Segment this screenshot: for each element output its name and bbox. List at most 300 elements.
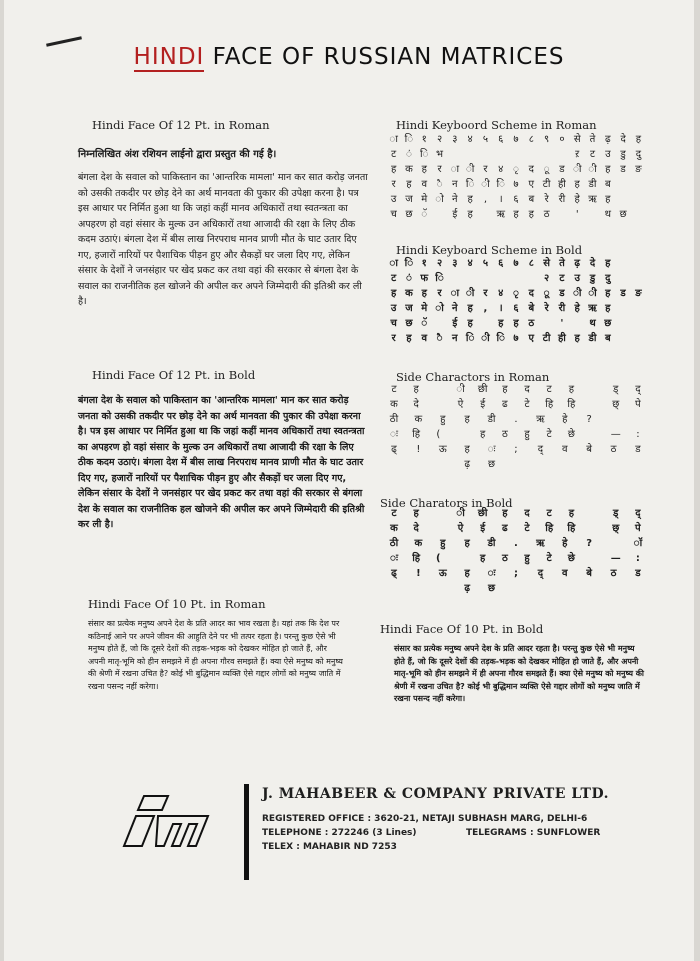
side-roman-glyph	[410, 457, 426, 472]
side-roman-glyph	[606, 412, 622, 427]
keyboard-bold-glyph: फ	[420, 273, 429, 284]
side-bold-glyph: ठी	[389, 538, 399, 549]
side-roman-glyph: हु	[524, 429, 530, 440]
keyboard-roman-row	[386, 147, 646, 162]
side-roman-row	[386, 412, 646, 427]
section-heading: Hindi Face Of 10 Pt. in Roman	[88, 597, 266, 611]
keyboard-roman-glyph	[554, 147, 569, 162]
keyboard-bold-glyph: ७	[513, 333, 519, 344]
side-roman-glyph: ड्	[613, 384, 619, 395]
keyboard-roman-glyph	[615, 177, 630, 192]
keyboard-roman-glyph: ै	[436, 179, 443, 190]
side-bold-glyph	[586, 521, 602, 536]
side-roman-glyph: ऊ	[438, 444, 447, 455]
side-roman-glyph: छी	[477, 384, 488, 395]
keyboard-bold-glyph: उ	[574, 273, 580, 284]
side-bold-glyph: डी	[487, 538, 496, 549]
jm-logo-icon	[114, 788, 214, 858]
side-bold-glyph	[532, 581, 548, 596]
keyboard-bold-glyph: ह	[406, 333, 412, 344]
side-bold-glyph	[386, 581, 402, 596]
side-bold-glyph: ॉ	[633, 538, 643, 549]
side-roman-glyph: ह	[413, 384, 419, 395]
keyboard-bold-glyph	[493, 271, 508, 286]
side-bold-glyph: टे	[524, 523, 530, 534]
keyboard-bold-glyph: च	[390, 318, 397, 329]
side-roman-glyph: ?	[586, 414, 592, 425]
side-bold-glyph: ह	[464, 538, 470, 549]
keyboard-bold-glyph	[631, 271, 646, 286]
keyboard-roman-glyph: ि	[404, 134, 414, 145]
keyboard-bold-glyph: ा	[389, 258, 398, 269]
keyboard-bold-row	[386, 331, 646, 346]
keyboard-roman-glyph	[447, 147, 462, 162]
side-bold-glyph: हि	[567, 523, 576, 534]
side-roman-row	[386, 457, 646, 472]
keyboard-roman-glyph: ह	[406, 179, 412, 190]
side-bold-glyph: द्	[635, 508, 641, 519]
keyboard-bold-glyph: ृ	[513, 288, 519, 299]
keyboard-roman-glyph: ह	[513, 209, 519, 220]
keyboard-roman-glyph	[631, 192, 646, 207]
side-roman-glyph	[453, 427, 469, 442]
side-bold-glyph: छी	[477, 508, 488, 519]
keyboard-bold-glyph: ि	[465, 333, 475, 344]
side-roman-row	[386, 442, 646, 457]
keyboard-bold-glyph: ।	[498, 303, 503, 314]
side-bold-glyph	[435, 581, 451, 596]
side-bold-glyph: ई	[480, 523, 486, 534]
section-heading: Hindi Keyboord Scheme in Roman	[396, 118, 597, 132]
side-bold-glyph: (	[436, 553, 441, 564]
keyboard-bold-glyph: र	[483, 288, 488, 299]
keyboard-roman-glyph: ८	[528, 134, 534, 145]
keyboard-bold-glyph	[432, 316, 447, 331]
side-bold-glyph: ी	[456, 508, 465, 519]
keyboard-roman-glyph: ज	[405, 194, 413, 205]
keyboard-roman-glyph: ॅ	[421, 209, 428, 220]
keyboard-roman-glyph	[631, 207, 646, 222]
side-roman-row	[386, 397, 646, 412]
side-bold-glyph	[410, 581, 426, 596]
side-bold-glyph	[606, 581, 622, 596]
keyboard-bold-glyph: दु	[605, 273, 611, 284]
keyboard-roman-glyph	[493, 147, 508, 162]
keyboard-bold-glyph: ी	[572, 288, 582, 299]
side-roman-glyph: ढ	[502, 399, 508, 410]
keyboard-bold-glyph: ह	[605, 303, 611, 314]
keyboard-bold-glyph: ा	[450, 288, 460, 299]
keyboard-bold-glyph: ४	[498, 288, 504, 299]
keyboard-roman-glyph: उ	[605, 149, 611, 160]
telegrams: TELEGRAMS : SUNFLOWER	[466, 828, 601, 838]
keyboard-roman	[386, 132, 646, 222]
paragraph-10pt-roman: संसार का प्रत्येक मनुष्य अपने देश के प्रति आदर का भाव रखता है। यहां तक कि देश पर कठिनाई आने पर अपने जीवन की आहुति देने पर भी तत्पर रहता है। परन्तु कुछ ऐसे भी मनुष्य होते हैं, जो कि दूसरे देशों की तड़क-भड़क को देखकर मोहित हो जाते हैं, और अपनी मातृ-भूमि को हीन समझने में ही अपना गौरव समझते हैं। क्या ऐसे मनुष्य को मनुष्य की श्रेणी में रखना उचित है? कोई भी बुद्धिमान व्यक्ति ऐसे गद्दार लोगों को मनुष्य जाति में रखना पसन्द नहीं करेगा।	[88, 619, 343, 691]
telex: TELEX : MAHABIR ND 7253	[262, 842, 397, 852]
side-roman-glyph: क	[414, 414, 423, 425]
keyboard-roman-glyph: दे	[620, 134, 626, 145]
keyboard-roman-glyph: ी	[572, 164, 582, 175]
side-roman-glyph	[386, 457, 402, 472]
side-roman-glyph: छ	[488, 459, 496, 470]
footer-divider	[244, 784, 249, 880]
side-bold-glyph: व	[561, 568, 568, 579]
side-bold-glyph	[430, 521, 446, 536]
side-bold-glyph: क	[390, 523, 398, 534]
paragraph-10pt-bold: संसार का प्रत्येक मनुष्य अपने देश के प्रति आदर रहता है। परन्तु कुछ ऐसे भी मनुष्य होते हैं, जो कि दूसरे देशों की तड़क-भड़क को देखकर मोहित हो जाते हैं, और अपनी मातृ-भूमि को हीन समझने में ही अपना गौरव समझते हैं। क्या ऐसे मनुष्य को मनुष्य की श्रेणी में रखना उचित है? कोई भी बुद्धिमान व्यक्ति ऐसे गद्दार लोगों को मनुष्य जाति में रखना पसन्द नहीं करेगा।	[394, 644, 644, 703]
side-bold-row	[386, 566, 646, 581]
keyboard-roman-glyph: र	[391, 179, 396, 190]
keyboard-bold-glyph: ह	[605, 288, 611, 299]
keyboard-roman-row	[386, 192, 646, 207]
side-bold-glyph: क	[414, 538, 423, 549]
side-bold-row	[386, 506, 646, 521]
keyboard-bold-glyph: ङ	[635, 288, 642, 299]
side-bold-glyph: :	[635, 553, 640, 564]
keyboard-bold-glyph	[631, 316, 646, 331]
side-roman-glyph: ह	[568, 384, 575, 395]
keyboard-roman-glyph: ई	[452, 209, 458, 220]
keyboard-bold-glyph: न	[452, 333, 458, 344]
keyboard-bold-glyph	[508, 271, 523, 286]
side-bold-glyph: ह	[464, 568, 470, 579]
keyboard-bold-glyph: ट	[391, 273, 397, 284]
side-bold-glyph: द	[524, 508, 530, 519]
side-bold-glyph	[606, 536, 622, 551]
keyboard-bold-glyph	[615, 331, 630, 346]
side-roman-glyph: डी	[487, 414, 496, 425]
side-bold-glyph: ऐ	[457, 523, 464, 534]
side-bold-glyph: ह	[502, 508, 508, 519]
side-roman-glyph	[508, 457, 524, 472]
side-roman-glyph	[557, 457, 573, 472]
side-bold-glyph: ऊ	[438, 568, 447, 579]
keyboard-roman-glyph: ढ़	[604, 134, 611, 145]
keyboard-roman-glyph: ा	[389, 134, 398, 145]
keyboard-bold-glyph: ६	[498, 258, 504, 269]
side-roman-glyph	[586, 397, 602, 412]
side-roman-glyph: द्	[537, 444, 543, 455]
keyboard-roman-glyph: २	[436, 134, 443, 145]
keyboard-roman-glyph: ी	[588, 164, 597, 175]
keyboard-roman-glyph: र	[483, 164, 488, 175]
keyboard-roman-glyph: डु	[620, 149, 626, 160]
side-roman-glyph: दे	[413, 399, 419, 410]
side-bold-glyph: हि	[545, 523, 554, 534]
keyboard-bold-glyph: ह	[498, 318, 504, 329]
keyboard-roman-glyph: ह	[528, 209, 534, 220]
keyboard-roman-glyph: ७	[513, 134, 519, 145]
keyboard-roman-glyph: क	[405, 164, 413, 175]
keyboard-roman-glyph	[554, 207, 569, 222]
side-bold-glyph	[453, 551, 469, 566]
side-roman-glyph: ी	[456, 384, 465, 395]
side-bold-glyph	[581, 581, 597, 596]
keyboard-roman-glyph: ठ	[543, 209, 550, 220]
keyboard-bold-glyph: ड	[620, 288, 626, 299]
keyboard-roman-glyph: च	[390, 209, 397, 220]
keyboard-roman-glyph: ङ	[635, 164, 642, 175]
side-roman-glyph: ह	[464, 414, 470, 425]
keyboard-bold-glyph: ६	[513, 303, 519, 314]
keyboard-roman-glyph: ह	[421, 164, 427, 175]
keyboard-bold-glyph: ७	[513, 258, 519, 269]
side-bold-glyph	[630, 581, 646, 596]
company-name: J. MAHABEER & COMPANY PRIVATE LTD.	[262, 786, 609, 802]
keyboard-bold-glyph: ी	[465, 288, 475, 299]
section-heading: Hindi Keyboard Scheme in Bold	[396, 243, 583, 257]
side-characters-bold	[386, 506, 646, 596]
keyboard-roman-glyph: ि	[419, 149, 429, 160]
side-roman-glyph: (	[436, 429, 441, 440]
keyboard-bold-glyph: र	[437, 288, 442, 299]
keyboard-bold-glyph: र	[391, 333, 396, 344]
keyboard-roman-glyph	[585, 207, 600, 222]
side-roman-glyph: द्	[635, 384, 641, 395]
keyboard-bold-glyph: ि	[496, 333, 505, 344]
side-roman-glyph: ऋ	[536, 414, 545, 425]
keyboard-roman-glyph	[432, 207, 447, 222]
keyboard-bold-glyph: छ	[604, 318, 612, 329]
keyboard-bold-glyph: ब	[604, 333, 611, 344]
keyboard-roman-glyph: ड	[559, 164, 565, 175]
keyboard-roman-glyph: ह	[467, 209, 473, 220]
keyboard-roman-glyph: रे	[544, 194, 549, 205]
keyboard-roman-glyph: ू	[543, 164, 550, 175]
side-roman-glyph: ः	[487, 444, 496, 455]
keyboard-roman-row	[386, 132, 646, 147]
side-bold-glyph: पे	[635, 523, 641, 534]
keyboard-roman-glyph: हे	[574, 194, 580, 205]
keyboard-bold-glyph: ै	[436, 333, 443, 344]
side-bold-glyph: ड	[635, 568, 641, 579]
side-roman-glyph: ठी	[389, 414, 399, 425]
keyboard-bold-glyph: क	[405, 288, 413, 299]
keyboard-bold-glyph: '	[560, 318, 564, 329]
side-bold-glyph: छ्	[612, 523, 620, 534]
keyboard-roman-glyph: ह	[574, 179, 580, 190]
keyboard-bold-glyph: ते	[559, 258, 565, 269]
side-roman-glyph: हि	[412, 429, 421, 440]
keyboard-bold-glyph: टी	[542, 333, 551, 344]
side-bold-glyph: ठ	[501, 553, 508, 564]
side-bold-glyph: ढ़	[464, 583, 470, 594]
keyboard-bold-row	[386, 271, 646, 286]
keyboard-bold-glyph	[478, 271, 493, 286]
keyboard-bold-glyph: ी	[481, 333, 490, 344]
keyboard-roman-glyph: ं	[405, 149, 412, 160]
keyboard-bold-glyph: ज	[405, 303, 413, 314]
side-roman-glyph: छे	[567, 429, 575, 440]
keyboard-roman-glyph: ब	[528, 194, 535, 205]
side-roman-glyph	[581, 457, 597, 472]
keyboard-bold-glyph: हे	[574, 303, 580, 314]
keyboard-bold-row	[386, 301, 646, 316]
keyboard-roman-glyph	[478, 147, 493, 162]
keyboard-bold-glyph	[615, 256, 630, 271]
keyboard-roman-glyph: भ	[436, 149, 444, 160]
side-roman-glyph	[430, 382, 446, 397]
keyboard-bold-glyph: ो	[435, 303, 444, 314]
keyboard-bold-glyph: ी	[588, 288, 597, 299]
keyboard-roman-glyph: र	[437, 164, 442, 175]
keyboard-bold-row	[386, 286, 646, 301]
keyboard-roman-glyph: उ	[390, 194, 397, 205]
keyboard-bold-glyph	[631, 331, 646, 346]
side-bold-glyph: छ	[488, 583, 496, 594]
keyboard-roman-glyph: ट	[589, 149, 596, 160]
side-roman-glyph	[430, 397, 446, 412]
keyboard-bold-glyph: दे	[589, 258, 596, 269]
keyboard-roman-glyph: ो	[435, 194, 444, 205]
side-roman-glyph	[586, 427, 602, 442]
keyboard-bold-glyph: ह	[467, 318, 473, 329]
keyboard-roman-glyph: ऱ	[575, 149, 580, 160]
keyboard-bold-glyph: डी	[588, 333, 597, 344]
side-bold-glyph: ;	[513, 568, 518, 579]
side-roman-glyph: ;	[514, 444, 518, 455]
keyboard-bold-glyph: छ	[405, 318, 413, 329]
keyboard-roman-row	[386, 207, 646, 222]
side-roman-glyph: ः	[390, 429, 398, 440]
keyboard-bold-glyph: ढ़	[574, 258, 581, 269]
side-roman-glyph: व	[561, 444, 568, 455]
keyboard-bold-glyph: ह	[467, 303, 473, 314]
keyboard-roman-glyph: ७	[513, 179, 519, 190]
keyboard-roman-row	[386, 177, 646, 192]
keyboard-roman-glyph	[508, 147, 523, 162]
keyboard-roman-glyph	[478, 207, 493, 222]
side-roman-glyph: ड	[635, 444, 641, 455]
side-roman-glyph: ठ	[501, 429, 508, 440]
keyboard-bold-glyph	[631, 256, 646, 271]
side-roman-glyph: छ्	[612, 399, 620, 410]
keyboard-roman-glyph	[462, 147, 477, 162]
keyboard-roman-glyph: ि	[465, 179, 475, 190]
section-heading: Side Charators in Bold	[380, 496, 513, 510]
side-roman-glyph: क	[390, 399, 398, 410]
keyboard-bold-glyph: ,	[483, 303, 488, 314]
side-characters-roman	[386, 382, 646, 472]
section-heading: Hindi Face Of 12 Pt. in Roman	[92, 118, 270, 132]
keyboard-roman-glyph: ९	[544, 134, 550, 145]
keyboard-roman-glyph	[539, 147, 554, 162]
keyboard-bold-glyph: उ	[390, 303, 397, 314]
keyboard-bold-glyph	[462, 271, 477, 286]
section-heading: Hindi Face Of 12 Pt. in Bold	[92, 368, 256, 382]
keyboard-bold-glyph: २	[544, 273, 550, 284]
side-roman-glyph: !	[416, 444, 421, 455]
side-roman-glyph: हे	[562, 414, 568, 425]
side-bold-glyph: ः	[390, 553, 398, 564]
side-bold-glyph	[430, 506, 446, 521]
keyboard-bold-glyph: री	[558, 303, 566, 314]
side-bold-glyph: .	[514, 538, 518, 549]
keyboard-bold-glyph: ि	[435, 273, 444, 284]
side-bold-glyph: ट	[391, 508, 397, 519]
side-roman-glyph: हि	[545, 399, 554, 410]
keyboard-bold-glyph: ड	[559, 288, 565, 299]
side-bold-glyph: बे	[586, 568, 592, 579]
keyboard-bold-glyph	[615, 271, 630, 286]
keyboard-roman-glyph: व	[421, 179, 428, 190]
keyboard-bold-glyph	[539, 316, 554, 331]
keyboard-bold-glyph: ने	[452, 303, 458, 314]
side-roman-glyph: ठ	[610, 444, 617, 455]
side-bold-glyph: हे	[562, 538, 568, 549]
side-bold-glyph: ढ्	[391, 568, 397, 579]
title-rest: FACE OF RUSSIAN MATRICES	[204, 44, 565, 70]
keyboard-roman-glyph: से	[573, 134, 581, 145]
side-bold-glyph: !	[416, 568, 421, 579]
side-bold-row	[386, 581, 646, 596]
keyboard-bold-glyph: ॅ	[421, 318, 428, 329]
keyboard-bold-glyph: ह	[390, 288, 397, 299]
side-bold-glyph: ड्	[613, 508, 619, 519]
section-heading: Side Charactors in Roman	[396, 370, 550, 384]
keyboard-roman-glyph: मे	[421, 194, 428, 205]
side-bold-glyph: ?	[586, 538, 593, 549]
side-roman-glyph: ट	[391, 384, 397, 395]
side-bold-glyph: ढ	[502, 523, 508, 534]
keyboard-bold-glyph: ठ	[528, 318, 535, 329]
side-bold-glyph: ह	[413, 508, 419, 519]
side-roman-glyph: ढ्	[391, 444, 397, 455]
keyboard-bold-glyph: से	[543, 258, 550, 269]
keyboard-roman-glyph: छ	[619, 209, 627, 220]
side-bold-glyph: ठ	[610, 568, 617, 579]
keyboard-roman-glyph: '	[575, 209, 579, 220]
side-roman-glyph: बे	[586, 444, 592, 455]
intro-line: निम्नलिखित अंश रशियन लाईनो द्वारा प्रस्तुत की गई है।	[78, 149, 277, 160]
side-roman-glyph: :	[636, 429, 640, 440]
keyboard-roman-glyph: ऋ	[496, 209, 505, 220]
side-roman-glyph	[630, 412, 646, 427]
side-bold-glyph: ः	[487, 568, 496, 579]
keyboard-roman-glyph: डी	[588, 179, 597, 190]
keyboard-roman-glyph	[524, 147, 539, 162]
side-roman-glyph	[586, 382, 602, 397]
keyboard-bold-glyph: द	[528, 288, 534, 299]
side-roman-glyph: ह	[464, 444, 470, 455]
side-roman-glyph: ह	[480, 429, 486, 440]
keyboard-bold-glyph: बे	[528, 303, 535, 314]
keyboard-bold-glyph: ं	[405, 273, 412, 284]
keyboard-bold-glyph	[447, 271, 462, 286]
keyboard-roman-glyph: ा	[450, 164, 460, 175]
keyboard-roman-glyph: ड	[620, 164, 626, 175]
keyboard-roman-glyph: ।	[498, 194, 503, 205]
keyboard-bold-glyph: ८	[528, 258, 534, 269]
keyboard-roman-glyph: ते	[589, 134, 596, 145]
side-bold-glyph	[508, 581, 524, 596]
side-bold-glyph: —	[610, 553, 621, 564]
keyboard-bold	[386, 256, 646, 346]
keyboard-bold-glyph: डु	[589, 273, 596, 284]
side-bold-glyph: हु	[524, 553, 530, 564]
keyboard-bold-glyph: ू	[543, 288, 550, 299]
keyboard-roman-glyph: ब	[604, 179, 611, 190]
keyboard-roman-glyph: ह	[390, 164, 397, 175]
keyboard-roman-glyph: ६	[498, 134, 504, 145]
keyboard-bold-glyph	[524, 271, 539, 286]
keyboard-bold-glyph: थ	[589, 318, 596, 329]
section-heading: Hindi Face Of 10 Pt. in Bold	[380, 622, 544, 636]
side-bold-glyph: द्	[537, 568, 543, 579]
page-title	[4, 44, 694, 70]
page	[4, 0, 694, 961]
keyboard-roman-glyph: ए	[528, 179, 535, 190]
